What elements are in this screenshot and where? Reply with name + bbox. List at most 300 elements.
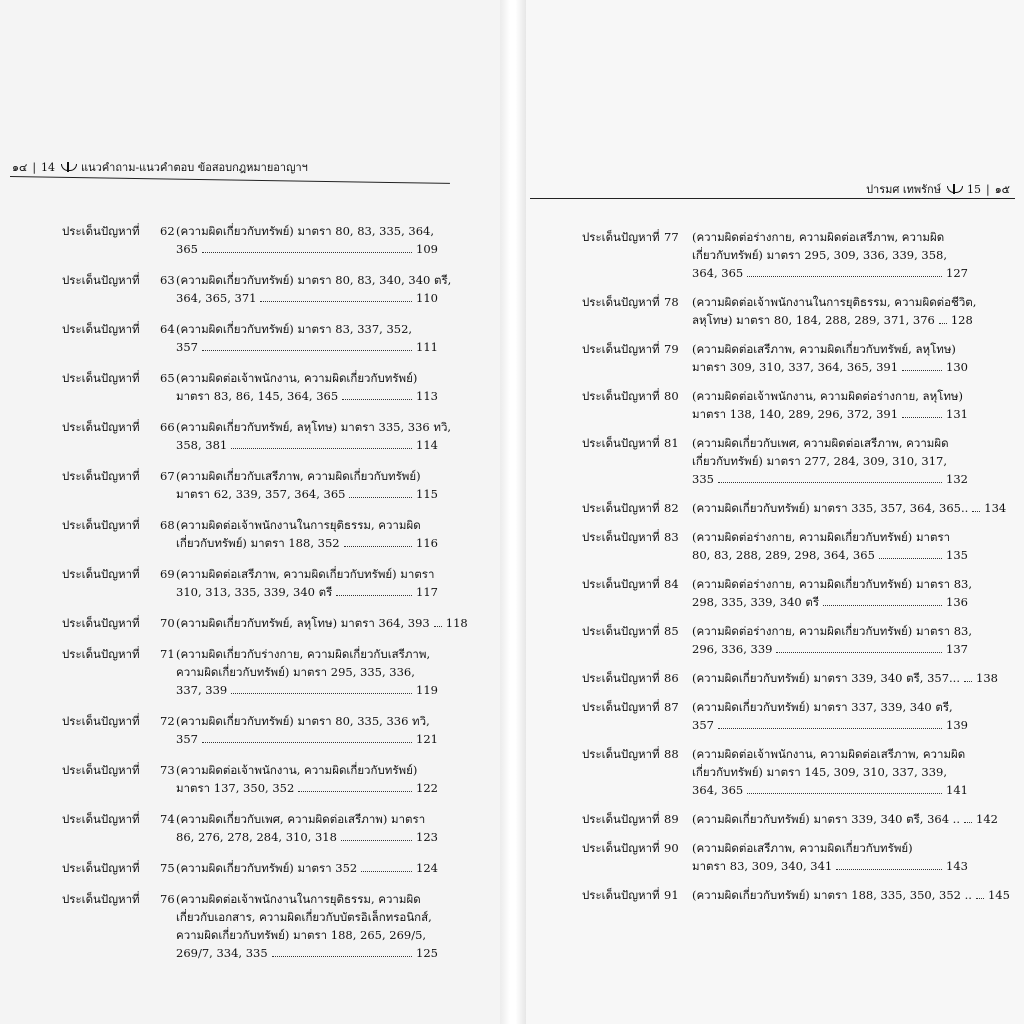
toc-entry-line: (ความผิดต่อเสรีภาพ, ความผิดเกี่ยวกับทรัพย์, ลหุโทษ) xyxy=(692,342,956,356)
toc-entry-heading xyxy=(62,761,175,779)
toc-entry-page-number: 134 xyxy=(984,501,1007,515)
toc-entry xyxy=(62,810,438,846)
toc-entry-body xyxy=(692,575,973,611)
toc-entry-heading xyxy=(582,810,679,828)
toc-entry-label: ประเด็นปัญหาที่ xyxy=(582,501,660,515)
toc-entry-body xyxy=(176,890,438,962)
toc-entry xyxy=(582,293,977,329)
toc-entry-line: (ความผิดเกี่ยวกับทรัพย์) มาตรา 339, 340 ตรี, 364 .. xyxy=(692,812,960,826)
toc-entry-line: (ความผิดต่อเจ้าพนักงาน, ความผิดเกี่ยวกับทรัพย์) xyxy=(176,763,418,777)
toc-entry-last-line xyxy=(176,779,438,797)
toc-entry-line: (ความผิดเกี่ยวกับทรัพย์, ลหุโทษ) มาตรา 335, 336 ทวิ, xyxy=(176,420,452,434)
dot-leader xyxy=(361,871,412,872)
toc-entry-line: มาตรา 138, 140, 289, 296, 372, 391 xyxy=(692,407,899,421)
dot-leader xyxy=(718,728,942,729)
dot-leader xyxy=(231,448,412,449)
toc-entry-heading xyxy=(582,575,679,593)
toc-entry-line: (ความผิดเกี่ยวกับร่างกาย, ความผิดเกี่ยวกับเสรีภาพ, xyxy=(176,647,431,661)
toc-entry-page-number: 143 xyxy=(946,859,968,873)
toc-entry-page-number: 114 xyxy=(416,438,438,452)
toc-entry-page-number: 125 xyxy=(416,946,438,960)
toc-entry-page-number: 122 xyxy=(416,781,438,795)
toc-entry-line: 365 xyxy=(176,242,198,256)
toc-entry-body xyxy=(176,614,468,632)
toc-entry-heading xyxy=(582,293,679,311)
toc-entry-heading xyxy=(62,271,175,289)
left-page-title: แนวคำถาม-แนวคำตอบ ข้อสอบกฎหมายอาญาฯ xyxy=(81,161,308,174)
toc-entry-heading xyxy=(62,369,175,387)
toc-entry-body xyxy=(692,293,977,329)
dot-leader xyxy=(836,869,942,870)
toc-entry-line: เกี่ยวกับทรัพย์) มาตรา 188, 352 xyxy=(176,536,340,550)
toc-entry-page-number: 138 xyxy=(976,671,998,685)
toc-entry-number: 89 xyxy=(664,812,679,826)
dot-leader xyxy=(823,605,942,606)
toc-entry-heading xyxy=(62,810,175,828)
dot-leader xyxy=(202,742,412,743)
toc-entry-line: 296, 336, 339 xyxy=(692,642,773,656)
toc-entry-line: 357 xyxy=(692,718,714,732)
toc-entry-heading xyxy=(582,839,679,857)
toc-entry-heading xyxy=(62,418,175,436)
toc-entry-line: (ความผิดเกี่ยวกับเสรีภาพ, ความผิดเกี่ยวกับทรัพย์) xyxy=(176,469,421,483)
toc-entry-body xyxy=(176,467,438,503)
toc-entry-line: (ความผิดต่อร่างกาย, ความผิดเกี่ยวกับทรัพย์) มาตรา 83, xyxy=(692,577,973,591)
toc-entry-page-number: 118 xyxy=(445,616,468,630)
toc-entry-body xyxy=(692,886,1010,904)
toc-entry-body xyxy=(692,839,968,875)
dot-leader xyxy=(879,558,942,559)
toc-entry-line: (ความผิดต่อร่างกาย, ความผิดต่อเสรีภาพ, ความผิด xyxy=(692,230,945,244)
toc-entry-last-line xyxy=(692,593,968,611)
toc-entry xyxy=(62,516,438,552)
toc-entry-label: ประเด็นปัญหาที่ xyxy=(62,861,140,875)
dot-leader xyxy=(202,252,412,253)
toc-entry-line: (ความผิดเกี่ยวกับทรัพย์) มาตรา 83, 337, 352, xyxy=(176,322,413,336)
toc-entry xyxy=(62,222,438,258)
toc-entry-heading xyxy=(62,516,175,534)
toc-entry-heading xyxy=(62,614,175,632)
toc-entry xyxy=(62,418,452,454)
toc-entry-page-number: 130 xyxy=(946,360,968,374)
toc-entry-body xyxy=(176,859,438,877)
toc-entry-label: ประเด็นปัญหาที่ xyxy=(62,420,140,434)
toc-entry-body xyxy=(176,418,452,454)
toc-entry-line: 86, 276, 278, 284, 310, 318 xyxy=(176,830,337,844)
left-toc-list xyxy=(62,222,468,975)
toc-entry-last-line xyxy=(692,886,1010,904)
toc-entry-label: ประเด็นปัญหาที่ xyxy=(582,577,660,591)
toc-entry-heading xyxy=(582,745,679,763)
toc-entry-heading xyxy=(62,645,175,663)
dot-leader xyxy=(434,626,442,627)
toc-entry-line: มาตรา 309, 310, 337, 364, 365, 391 xyxy=(692,360,899,374)
toc-entry-number: 82 xyxy=(664,501,679,515)
toc-entry-number: 76 xyxy=(160,892,175,906)
toc-entry xyxy=(62,890,438,962)
toc-entry xyxy=(582,575,973,611)
toc-entry-line: เกี่ยวกับทรัพย์) มาตรา 145, 309, 310, 337, 339, xyxy=(692,765,948,779)
toc-entry-label: ประเด็นปัญหาที่ xyxy=(582,436,660,450)
toc-entry-label: ประเด็นปัญหาที่ xyxy=(582,841,660,855)
toc-entry-page-number: 127 xyxy=(946,266,968,280)
toc-entry-line: (ความผิดต่อเจ้าพนักงานในการยุติธรรม, ความผิด xyxy=(176,518,421,532)
toc-entry-label: ประเด็นปัญหาที่ xyxy=(582,530,660,544)
toc-entry-number: 84 xyxy=(664,577,679,591)
toc-entry-line: 364, 365, 371 xyxy=(176,291,257,305)
toc-entry-line: 357 xyxy=(176,732,198,746)
toc-entry-line: (ความผิดเกี่ยวกับทรัพย์) มาตรา 339, 340 ตรี, 357... xyxy=(692,671,960,685)
toc-entry-page-number: 116 xyxy=(416,536,438,550)
toc-entry-line: 298, 335, 339, 340 ตรี xyxy=(692,595,820,609)
toc-entry xyxy=(582,340,968,376)
toc-entry-body xyxy=(692,622,973,658)
toc-entry-last-line xyxy=(176,859,438,877)
toc-entry-line: (ความผิดเกี่ยวกับทรัพย์) มาตรา 335, 357, 364, 365.. xyxy=(692,501,969,515)
toc-entry-number: 85 xyxy=(664,624,679,638)
toc-entry-line: (ความผิดเกี่ยวกับทรัพย์) มาตรา 80, 335, 336 ทวิ, xyxy=(176,714,430,728)
book-gutter xyxy=(500,0,526,1024)
toc-entry-last-line xyxy=(176,681,438,699)
toc-entry-line: ความผิดเกี่ยวกับทรัพย์) มาตรา 188, 265, 269/5, xyxy=(176,928,427,942)
toc-entry xyxy=(582,698,968,734)
toc-entry xyxy=(62,271,452,307)
toc-entry-last-line xyxy=(176,387,438,405)
toc-entry-line: 364, 365 xyxy=(692,783,744,797)
toc-entry xyxy=(582,839,968,875)
toc-entry-number: 80 xyxy=(664,389,679,403)
dot-leader xyxy=(349,497,412,498)
toc-entry-label: ประเด็นปัญหาที่ xyxy=(62,322,140,336)
toc-entry-last-line xyxy=(692,470,968,488)
right-page-header xyxy=(866,180,1010,198)
toc-entry-body xyxy=(176,369,438,405)
dot-leader xyxy=(976,898,984,899)
toc-entry-last-line xyxy=(692,499,1007,517)
dot-leader xyxy=(939,323,947,324)
toc-entry-label: ประเด็นปัญหาที่ xyxy=(62,469,140,483)
toc-entry-label: ประเด็นปัญหาที่ xyxy=(62,567,140,581)
toc-entry-page-number: 128 xyxy=(950,313,973,327)
toc-entry-last-line xyxy=(176,289,438,307)
toc-entry-body xyxy=(176,222,438,258)
toc-entry-heading xyxy=(582,528,679,546)
left-page-number-thai: ๑๔ xyxy=(12,161,28,174)
toc-entry-last-line xyxy=(692,264,968,282)
dot-leader xyxy=(344,546,412,547)
right-page-number-thai: ๑๕ xyxy=(994,183,1010,196)
toc-entry xyxy=(582,499,1007,517)
toc-entry-heading xyxy=(582,886,679,904)
toc-entry-label: ประเด็นปัญหาที่ xyxy=(582,389,660,403)
right-page-author: ปารมศ เทพรักษ์ xyxy=(866,183,941,196)
toc-entry-page-number: 142 xyxy=(976,812,998,826)
toc-entry-heading xyxy=(582,622,679,640)
toc-entry-heading xyxy=(582,698,679,716)
toc-entry xyxy=(62,859,438,877)
toc-entry-line: 269/7, 334, 335 xyxy=(176,946,268,960)
toc-entry-heading xyxy=(582,340,679,358)
toc-entry-line: (ความผิดเกี่ยวกับทรัพย์) มาตรา 188, 335, 350, 352 .. xyxy=(692,888,972,902)
toc-entry-heading xyxy=(582,499,679,517)
toc-entry xyxy=(582,434,968,488)
toc-entry xyxy=(582,745,968,799)
dot-leader xyxy=(747,276,942,277)
toc-entry-line: ความผิดเกี่ยวกับทรัพย์) มาตรา 295, 335, 336, xyxy=(176,665,415,679)
toc-entry-number: 77 xyxy=(664,230,679,244)
toc-entry xyxy=(582,528,968,564)
toc-entry-number: 66 xyxy=(160,420,175,434)
toc-entry-body xyxy=(176,712,438,748)
toc-entry-body xyxy=(692,434,968,488)
toc-entry-body xyxy=(692,698,968,734)
left-page-separator: | xyxy=(32,160,37,174)
toc-entry-last-line xyxy=(176,944,438,962)
toc-entry-last-line xyxy=(176,828,438,846)
toc-entry-last-line xyxy=(692,640,968,658)
dot-leader xyxy=(202,350,412,351)
toc-entry-page-number: 145 xyxy=(987,888,1010,902)
toc-entry-line: ลหุโทษ) มาตรา 80, 184, 288, 289, 371, 376 xyxy=(692,313,935,327)
toc-entry-number: 88 xyxy=(664,747,679,761)
toc-entry-label: ประเด็นปัญหาที่ xyxy=(582,747,660,761)
toc-entry-line: 357 xyxy=(176,340,198,354)
dot-leader xyxy=(231,693,412,694)
toc-entry-label: ประเด็นปัญหาที่ xyxy=(62,763,140,777)
toc-entry-line: 310, 313, 335, 339, 340 ตรี xyxy=(176,585,333,599)
toc-entry-body xyxy=(176,320,438,356)
toc-entry-last-line xyxy=(176,614,468,632)
toc-entry-line: มาตรา 62, 339, 357, 364, 365 xyxy=(176,487,346,501)
toc-entry-label: ประเด็นปัญหาที่ xyxy=(582,230,660,244)
toc-entry-number: 83 xyxy=(664,530,679,544)
toc-entry-line: (ความผิดต่อเสรีภาพ, ความผิดเกี่ยวกับทรัพย์) xyxy=(692,841,913,855)
toc-entry-line: (ความผิดต่อเจ้าพนักงานในการยุติธรรม, ความผิด xyxy=(176,892,421,906)
toc-entry xyxy=(62,467,438,503)
toc-entry-body xyxy=(692,745,968,799)
toc-entry-body xyxy=(692,340,968,376)
toc-entry-label: ประเด็นปัญหาที่ xyxy=(62,371,140,385)
toc-entry-last-line xyxy=(176,730,438,748)
toc-entry xyxy=(582,810,998,828)
toc-entry-body xyxy=(176,516,438,552)
toc-entry-label: ประเด็นปัญหาที่ xyxy=(62,647,140,661)
toc-entry xyxy=(62,565,438,601)
toc-entry-heading xyxy=(582,228,679,246)
toc-entry-page-number: 115 xyxy=(416,487,438,501)
dot-leader xyxy=(298,791,412,792)
toc-entry xyxy=(582,387,968,423)
toc-entry-number: 87 xyxy=(664,700,679,714)
toc-entry-number: 86 xyxy=(664,671,679,685)
toc-entry-label: ประเด็นปัญหาที่ xyxy=(582,700,660,714)
toc-entry-number: 81 xyxy=(664,436,679,450)
toc-entry-line: (ความผิดเกี่ยวกับทรัพย์, ลหุโทษ) มาตรา 364, 393 xyxy=(176,616,430,630)
toc-entry-line: (ความผิดต่อร่างกาย, ความผิดเกี่ยวกับทรัพย์) มาตรา xyxy=(692,530,951,544)
toc-entry-number: 90 xyxy=(664,841,679,855)
dot-leader xyxy=(964,822,972,823)
toc-entry-line: (ความผิดเกี่ยวกับทรัพย์) มาตรา 80, 83, 335, 364, xyxy=(176,224,435,238)
toc-entry-line: (ความผิดเกี่ยวกับเพศ, ความผิดต่อเสรีภาพ) มาตรา xyxy=(176,812,426,826)
toc-entry xyxy=(582,886,1010,904)
toc-entry-last-line xyxy=(176,583,438,601)
toc-entry-line: (ความผิดเกี่ยวกับทรัพย์) มาตรา 80, 83, 340, 340 ตรี, xyxy=(176,273,452,287)
toc-entry-body xyxy=(176,810,438,846)
toc-entry-number: 71 xyxy=(160,647,175,661)
toc-entry xyxy=(582,228,968,282)
toc-entry-number: 63 xyxy=(160,273,175,287)
dot-leader xyxy=(342,399,412,400)
toc-entry-number: 69 xyxy=(160,567,175,581)
toc-entry-last-line xyxy=(176,338,438,356)
toc-entry-page-number: 132 xyxy=(946,472,968,486)
toc-entry-heading xyxy=(62,890,175,908)
toc-entry-label: ประเด็นปัญหาที่ xyxy=(582,624,660,638)
toc-entry-line: เกี่ยวกับทรัพย์) มาตรา 295, 309, 336, 339, 358, xyxy=(692,248,948,262)
toc-entry-heading xyxy=(62,565,175,583)
toc-entry-heading xyxy=(582,669,679,687)
right-header-rule xyxy=(530,198,1015,199)
toc-entry-label: ประเด็นปัญหาที่ xyxy=(582,812,660,826)
toc-entry-heading xyxy=(62,712,175,730)
scales-of-justice-icon xyxy=(60,162,76,173)
toc-entry-number: 79 xyxy=(664,342,679,356)
toc-entry-label: ประเด็นปัญหาที่ xyxy=(62,812,140,826)
toc-entry-line: (ความผิดต่อเจ้าพนักงาน, ความผิดต่อเสรีภาพ, ความผิด xyxy=(692,747,966,761)
right-page-number: 15 xyxy=(966,182,981,196)
toc-entry-page-number: 121 xyxy=(416,732,438,746)
toc-entry-number: 91 xyxy=(664,888,679,902)
toc-entry-page-number: 141 xyxy=(946,783,968,797)
toc-entry-last-line xyxy=(692,857,968,875)
toc-entry-page-number: 123 xyxy=(416,830,438,844)
toc-entry-page-number: 136 xyxy=(946,595,968,609)
toc-entry-number: 73 xyxy=(160,763,175,777)
toc-entry xyxy=(582,622,973,658)
toc-entry-line: (ความผิดเกี่ยวกับเพศ, ความผิดต่อเสรีภาพ, ความผิด xyxy=(692,436,949,450)
dot-leader xyxy=(776,652,942,653)
toc-entry-number: 78 xyxy=(664,295,679,309)
left-page-header xyxy=(12,158,308,176)
toc-entry-page-number: 119 xyxy=(416,683,438,697)
toc-entry-last-line xyxy=(692,781,968,799)
toc-entry xyxy=(62,369,438,405)
toc-entry-heading xyxy=(582,387,679,405)
toc-entry-body xyxy=(176,761,438,797)
toc-entry-last-line xyxy=(692,358,968,376)
toc-entry-body xyxy=(692,528,968,564)
toc-entry-line: เกี่ยวกับทรัพย์) มาตรา 277, 284, 309, 310, 317, xyxy=(692,454,948,468)
toc-entry-line: มาตรา 137, 350, 352 xyxy=(176,781,295,795)
toc-entry-line: (ความผิดต่อร่างกาย, ความผิดเกี่ยวกับทรัพย์) มาตรา 83, xyxy=(692,624,973,638)
dot-leader xyxy=(718,482,942,483)
toc-entry-page-number: 135 xyxy=(946,548,968,562)
toc-entry-label: ประเด็นปัญหาที่ xyxy=(62,224,140,238)
toc-entry xyxy=(582,669,998,687)
toc-entry xyxy=(62,761,438,797)
toc-entry-label: ประเด็นปัญหาที่ xyxy=(62,892,140,906)
toc-entry-line: เกี่ยวกับเอกสาร, ความผิดเกี่ยวกับบัตรอิเล็กทรอนิกส์, xyxy=(176,910,432,924)
toc-entry-heading xyxy=(62,320,175,338)
toc-entry xyxy=(62,712,438,748)
toc-entry-label: ประเด็นปัญหาที่ xyxy=(582,342,660,356)
dot-leader xyxy=(336,595,412,596)
toc-entry xyxy=(62,645,438,699)
toc-entry-last-line xyxy=(692,311,973,329)
toc-entry-body xyxy=(692,387,968,423)
toc-entry-last-line xyxy=(692,405,968,423)
toc-entry-body xyxy=(692,810,998,828)
toc-entry-line: มาตรา 83, 86, 145, 364, 365 xyxy=(176,389,339,403)
toc-entry-label: ประเด็นปัญหาที่ xyxy=(582,295,660,309)
toc-entry xyxy=(62,320,438,356)
toc-entry-number: 75 xyxy=(160,861,175,875)
toc-entry-last-line xyxy=(692,810,998,828)
toc-entry-heading xyxy=(62,467,175,485)
toc-entry-page-number: 131 xyxy=(946,407,968,421)
toc-entry-page-number: 117 xyxy=(416,585,438,599)
toc-entry-number: 64 xyxy=(160,322,175,336)
toc-entry-number: 72 xyxy=(160,714,175,728)
toc-entry-line: 335 xyxy=(692,472,714,486)
toc-entry-body xyxy=(176,271,452,307)
dot-leader xyxy=(341,840,412,841)
toc-entry-last-line xyxy=(176,485,438,503)
toc-entry-page-number: 124 xyxy=(416,861,438,875)
toc-entry-line: (ความผิดเกี่ยวกับทรัพย์) มาตรา 337, 339, 340 ตรี, xyxy=(692,700,953,714)
toc-entry-body xyxy=(176,645,438,699)
toc-entry-line: (ความผิดต่อเจ้าพนักงานในการยุติธรรม, ความผิดต่อชีวิต, xyxy=(692,295,977,309)
dot-leader xyxy=(972,511,980,512)
toc-entry-line: (ความผิดเกี่ยวกับทรัพย์) มาตรา 352 xyxy=(176,861,358,875)
toc-entry-last-line xyxy=(176,436,438,454)
toc-entry-number: 70 xyxy=(160,616,175,630)
toc-entry-body xyxy=(692,228,968,282)
toc-entry-number: 62 xyxy=(160,224,175,238)
toc-entry-page-number: 113 xyxy=(416,389,438,403)
right-page-separator: | xyxy=(985,182,990,196)
toc-entry-last-line xyxy=(176,240,438,258)
toc-entry-last-line xyxy=(692,546,968,564)
toc-entry-heading xyxy=(62,859,175,877)
toc-entry-label: ประเด็นปัญหาที่ xyxy=(582,671,660,685)
toc-entry-line: (ความผิดต่อเจ้าพนักงาน, ความผิดต่อร่างกาย, ลหุโทษ) xyxy=(692,389,963,403)
dot-leader xyxy=(272,956,412,957)
toc-entry-line: 358, 381 xyxy=(176,438,228,452)
toc-entry-number: 74 xyxy=(160,812,175,826)
toc-entry-line: (ความผิดต่อเสรีภาพ, ความผิดเกี่ยวกับทรัพย์) มาตรา xyxy=(176,567,435,581)
toc-entry-heading xyxy=(62,222,175,240)
dot-leader xyxy=(260,301,412,302)
right-toc-list xyxy=(582,228,1010,915)
dot-leader xyxy=(747,793,942,794)
toc-entry-heading xyxy=(582,434,679,452)
dot-leader xyxy=(902,417,942,418)
toc-entry-last-line xyxy=(692,669,998,687)
toc-entry-body xyxy=(692,669,998,687)
left-page-number: 14 xyxy=(41,160,56,174)
dot-leader xyxy=(902,370,942,371)
toc-entry-line: 337, 339 xyxy=(176,683,228,697)
toc-entry-page-number: 109 xyxy=(416,242,438,256)
toc-entry-page-number: 110 xyxy=(416,291,438,305)
toc-entry-label: ประเด็นปัญหาที่ xyxy=(62,714,140,728)
toc-entry-line: 80, 83, 288, 289, 298, 364, 365 xyxy=(692,548,875,562)
toc-entry-number: 68 xyxy=(160,518,175,532)
toc-entry-page-number: 139 xyxy=(946,718,968,732)
toc-entry-line: 364, 365 xyxy=(692,266,744,280)
toc-entry-body xyxy=(692,499,1007,517)
